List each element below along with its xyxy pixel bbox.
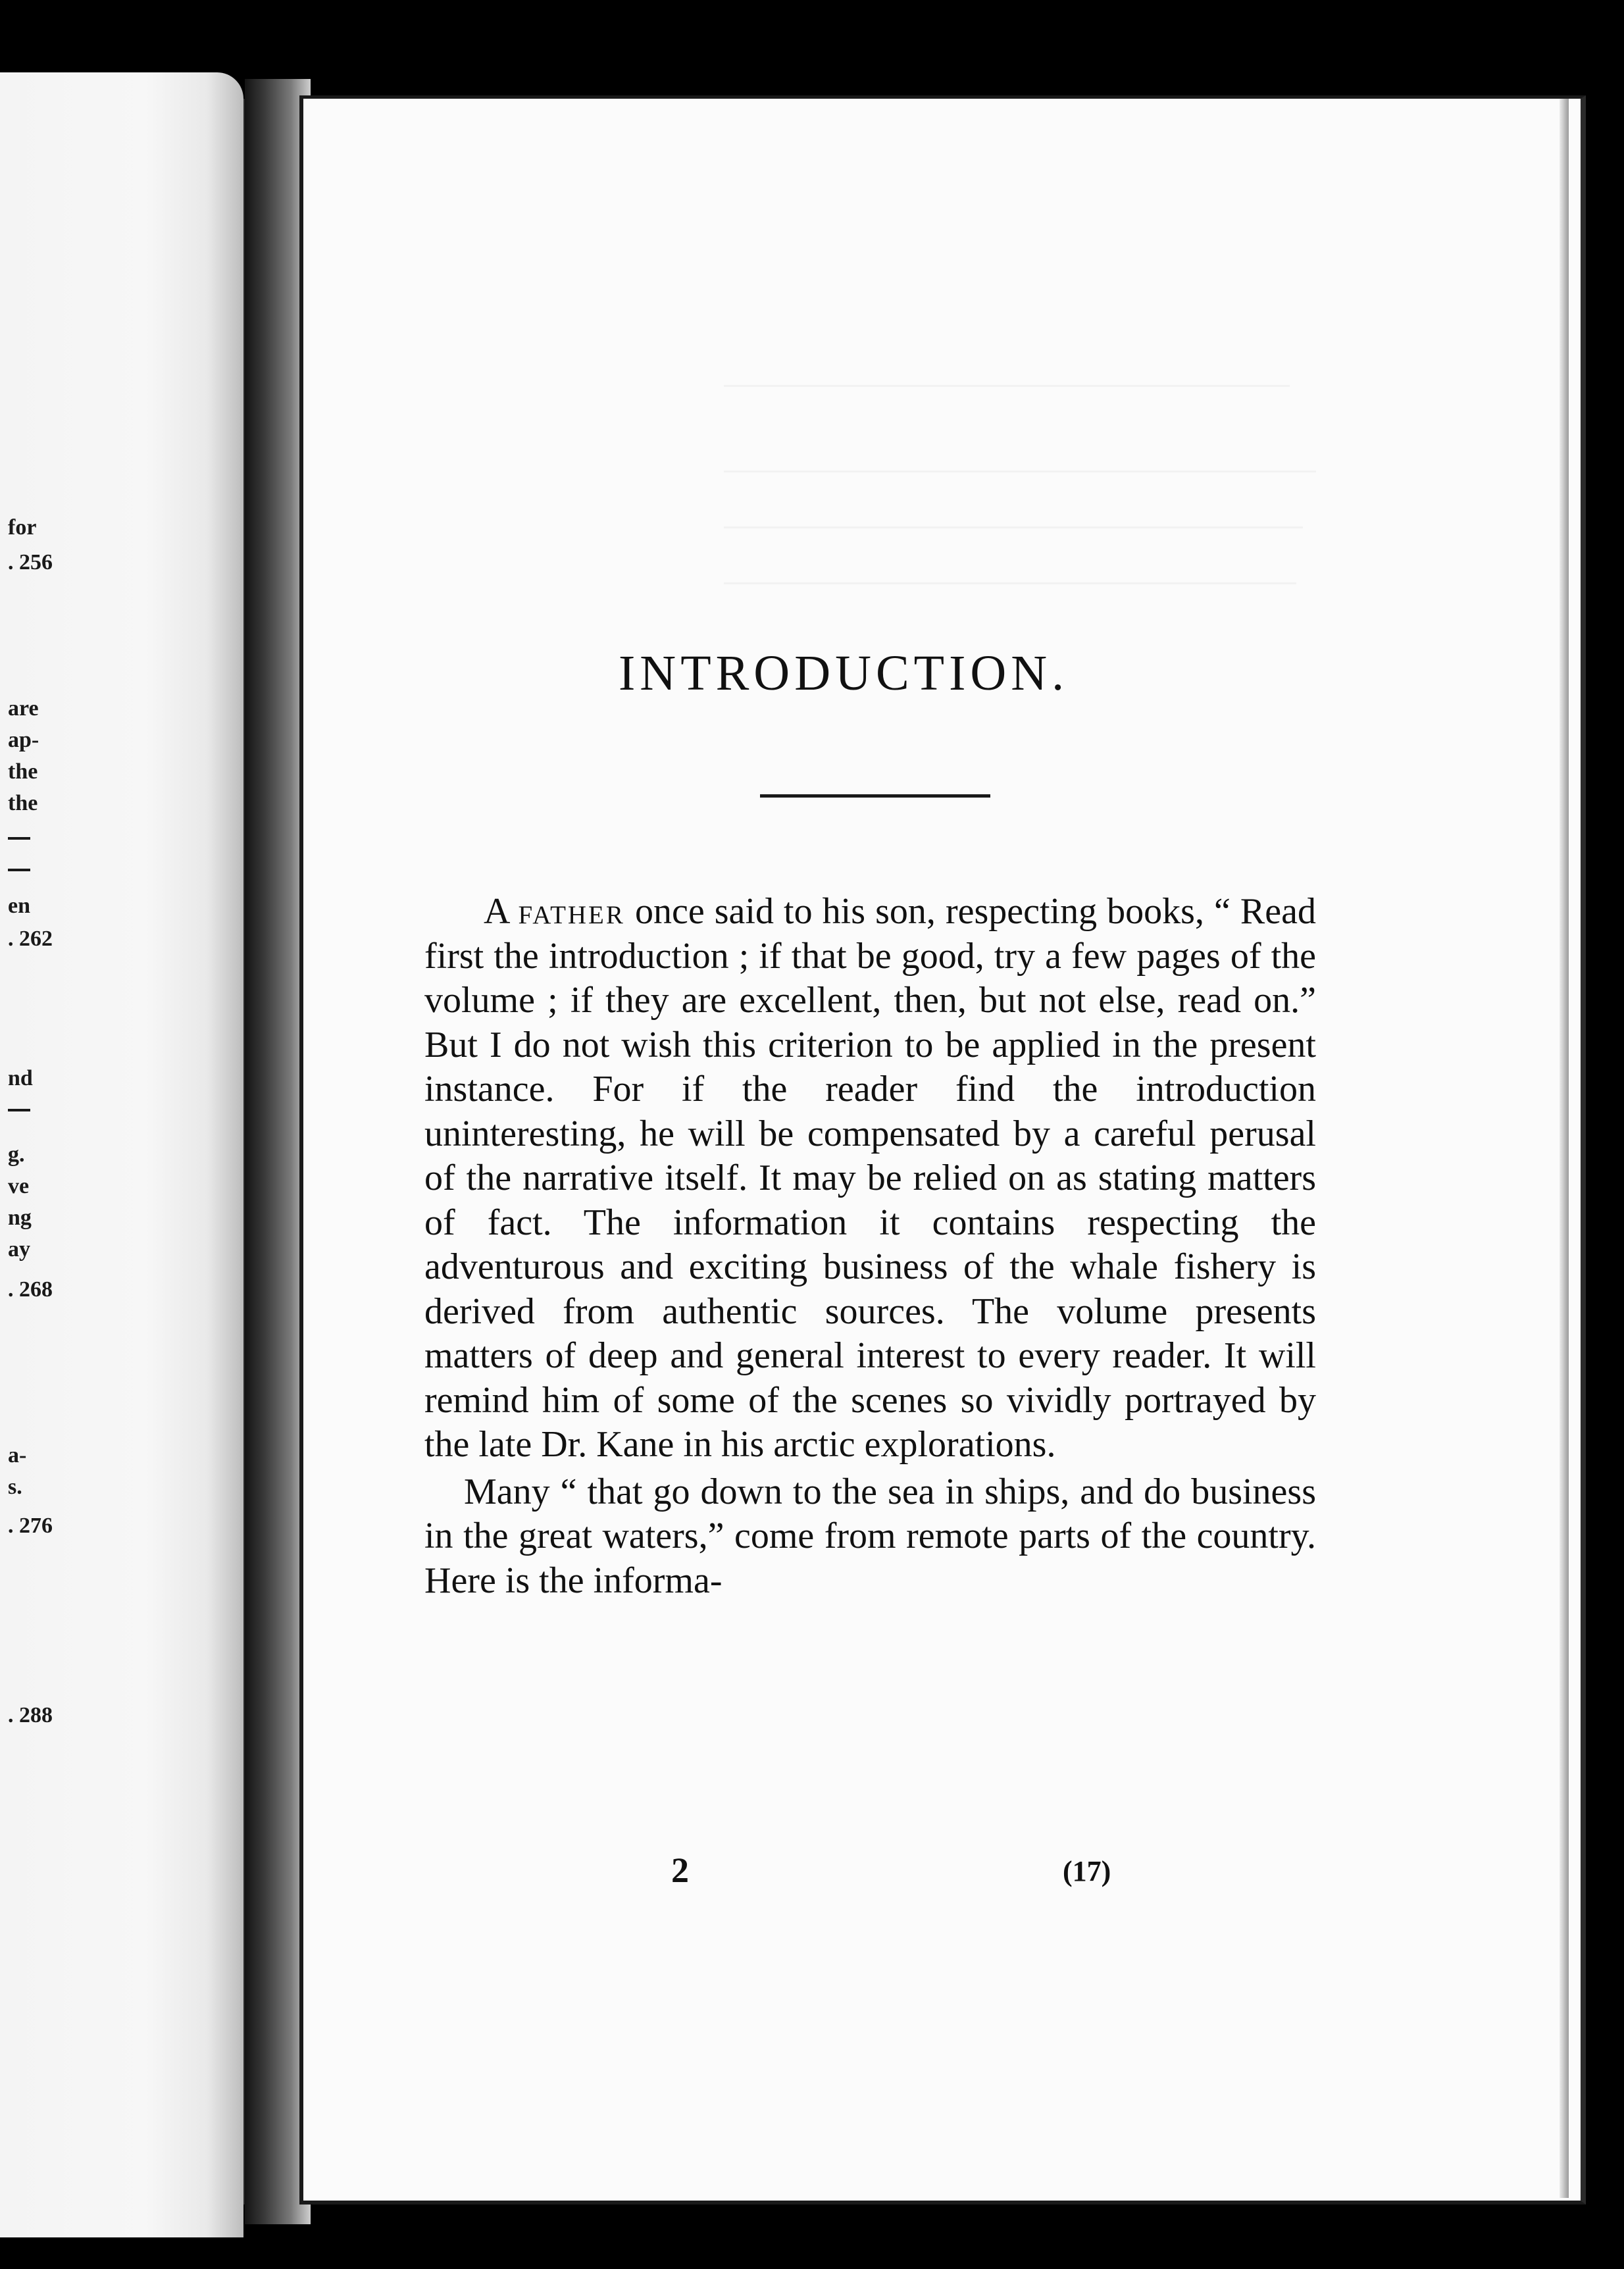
- left-fragment: . 276: [8, 1514, 53, 1538]
- left-fragment: for: [8, 515, 37, 540]
- left-fragment: . 288: [8, 1703, 53, 1727]
- left-fragment: a-: [8, 1443, 27, 1467]
- paragraph-1-rest: once said to his son, respecting books, “ Read first the introduction ; if that be good, try a few pages of the volume ; if they are excellent, then, but not else, read on.” But I do not wish this criterion to be applied in the present instance. For if the reader find the introduction uninteresting, he will be compensated by a careful perusal of the narrative itself. It may be relied on as stating matters of fact. The information it contains respecting the adventurous and exciting business of the whale fishery is derived from authentic sources. The volume presents matters of deep and general interest to every reader. It will remind him of some of the scenes so vividly portrayed by the late Dr. Kane in his arctic explorations.: [424, 891, 1316, 1465]
- paragraph-1-smallcaps: father: [518, 891, 625, 932]
- left-dash: [8, 869, 30, 871]
- left-fragment: s.: [8, 1475, 22, 1499]
- left-fragment: g.: [8, 1142, 25, 1167]
- left-fragment: ve: [8, 1174, 30, 1198]
- left-fragment: . 256: [8, 550, 53, 574]
- paragraph-1: [424, 890, 1316, 1467]
- left-fragment: ng: [8, 1206, 32, 1230]
- show-through: [724, 385, 1290, 387]
- left-page: [0, 72, 243, 2237]
- left-fragment: . 268: [8, 1277, 53, 1302]
- left-dash: [8, 1109, 30, 1111]
- paragraph-1-lead: A: [484, 891, 509, 932]
- show-through: [724, 582, 1296, 584]
- show-through: [724, 526, 1303, 528]
- left-fragment: ap-: [8, 728, 39, 752]
- left-fragment: the: [8, 759, 38, 784]
- left-fragment: en: [8, 894, 30, 918]
- left-fragment: the: [8, 791, 38, 815]
- page-number: (17): [1063, 1855, 1111, 1887]
- paragraph-2: Many “ that go down to the sea in ships, and do business in the great waters,” come from remote parts of the country. Here is the informa-: [424, 1471, 1316, 1601]
- signature-mark: 2: [671, 1850, 689, 1890]
- body-text: [424, 890, 1316, 1603]
- left-fragment: nd: [8, 1066, 33, 1090]
- show-through: [724, 471, 1316, 472]
- chapter-heading: INTRODUCTION.: [619, 646, 1069, 701]
- left-dash: [8, 837, 30, 840]
- page-edge: [1560, 99, 1569, 2198]
- left-fragment: . 262: [8, 927, 53, 951]
- left-fragment: ay: [8, 1237, 30, 1262]
- heading-rule: [760, 794, 990, 798]
- left-fragment: are: [8, 696, 39, 721]
